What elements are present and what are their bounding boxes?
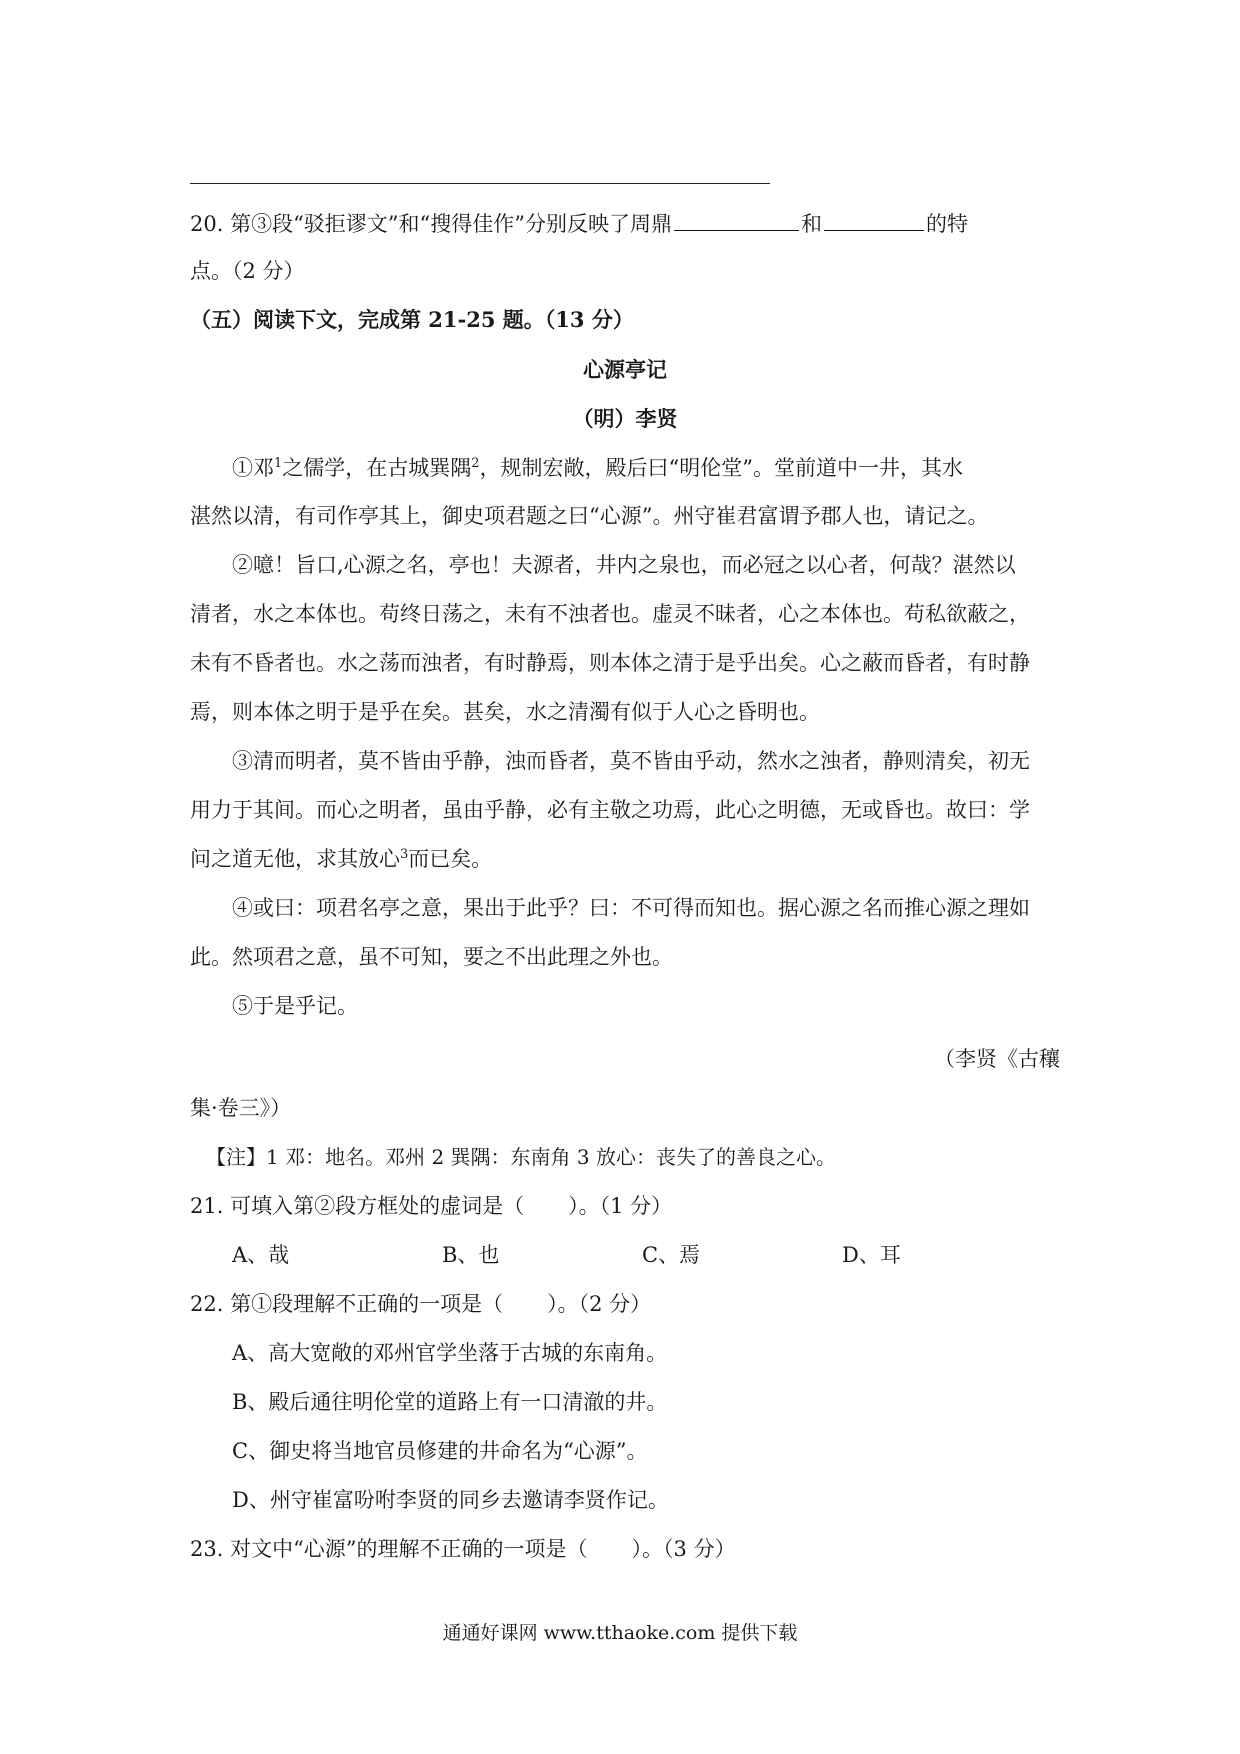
footnote-marker: 3: [400, 847, 409, 862]
question-20-line-2: 点。（2 分）: [190, 259, 305, 283]
footnotes: 【注】1 邓：地名。邓州 2 巽隅：东南角 3 放心：丧失了的善良之心。: [206, 1145, 836, 1169]
passage-text: 问之道无他，求其放心: [190, 847, 400, 871]
question-22-option-a: A、高大宽敞的邓州官学坐落于古城的东南角。: [232, 1341, 668, 1365]
passage-source-line-1: （李贤《古穰: [934, 1047, 1060, 1071]
passage-p2-line-2: 清者，水之本体也。苟终日荡之，未有不浊者也。虚灵不昧者，心之本体也。苟私欲蔽之，: [190, 602, 1030, 626]
question-21-stem: [190, 1192, 1060, 1220]
passage-text: 而已矣。: [408, 847, 493, 871]
question-23-stem: [190, 1535, 1060, 1563]
question-22-stem: [190, 1290, 1060, 1318]
passage-text: ，规制宏敞，殿后曰“明伦堂”。堂前道中一井，其水: [479, 456, 964, 480]
passage-source-line-2: 集·卷三》）: [190, 1096, 292, 1120]
passage-p2-line-3: 未有不昏者也。水之荡而浊者，有时静焉，则本体之清于是乎出矣。心之蔽而昏者，有时静: [190, 651, 1030, 675]
question-21-points: ）。（1 分）: [568, 1194, 673, 1218]
question-20-line-1: [190, 210, 1060, 238]
question-22-text: 22. 第①段理解不正确的一项是（: [190, 1292, 504, 1316]
passage-p4-line-2: 此。然项君之意，虽不可知，要之不出此理之外也。: [190, 945, 673, 969]
question-22-option-b: B、殿后通往明伦堂的道路上有一口清澈的井。: [232, 1390, 668, 1414]
page-footer: 通通好课网 www.tthaoke.com 提供下载: [442, 1622, 798, 1644]
passage-text: ①邓: [232, 456, 274, 480]
question-20-tail: 的特: [926, 212, 969, 236]
passage-title: 心源亭记: [583, 357, 667, 382]
option-d: D、耳: [842, 1243, 901, 1267]
footnote-marker: 1: [274, 456, 283, 471]
passage-p1-line-2: 湛然以清，有司作亭其上，御史项君题之曰“心源”。州守崔君富谓予郡人也，请记之。: [190, 504, 989, 528]
question-23-text: 23. 对文中“心源”的理解不正确的一项是（: [190, 1537, 588, 1561]
passage-p1-line-1: [232, 454, 1060, 482]
answer-blank-2: [824, 210, 924, 231]
passage-p5: ⑤于是乎记。: [232, 994, 358, 1018]
question-22-option-c: C、御史将当地官员修建的井命名为“心源”。: [232, 1439, 648, 1463]
passage-p2-line-4: 焉，则本体之明于是乎在矣。甚矣，水之清濁有似于人心之昏明也。: [190, 700, 820, 724]
passage-p2-line-1: ②噫！旨口,心源之名，亭也！夫源者，井内之泉也，而必冠之以心者，何哉？湛然以: [232, 553, 1016, 577]
question-23-points: ）。（3 分）: [631, 1537, 736, 1561]
passage-p3-line-2: 用力于其间。而心之明者，虽由乎静，必有主敬之功焉，此心之明德，无或昏也。故曰：学: [190, 798, 1030, 822]
option-c: C、焉: [642, 1243, 701, 1267]
passage-author: （明）李贤: [572, 406, 678, 431]
answer-blank-1: [674, 210, 799, 231]
passage-text: 之儒学，在古城巽隅: [282, 456, 472, 480]
footnote-marker: 2: [471, 456, 480, 471]
section-heading: （五）阅读下文，完成第 21-25 题。（13 分）: [190, 307, 634, 332]
top-divider: [190, 183, 770, 184]
question-20-connector: 和: [801, 212, 823, 236]
option-b: B、也: [442, 1243, 500, 1267]
option-a: A、哉: [232, 1243, 290, 1267]
question-22-option-d: D、州守崔富吩咐李贤的同乡去邀请李贤作记。: [232, 1488, 669, 1512]
question-22-points: ）。（2 分）: [547, 1292, 652, 1316]
passage-p3-line-3: [190, 845, 1060, 873]
question-21-text: 21. 可填入第②段方框处的虚词是（: [190, 1194, 525, 1218]
passage-p4-line-1: ④或曰：项君名亭之意，果出于此乎？曰：不可得而知也。据心源之名而推心源之理如: [232, 896, 1030, 920]
passage-p3-line-1: ③清而明者，莫不皆由乎静，浊而昏者，莫不皆由乎动，然水之浊者，静则清矣，初无: [232, 749, 1030, 773]
question-20-text: 20. 第③段“驳拒谬文”和“搜得佳作”分别反映了周鼎: [190, 212, 673, 236]
